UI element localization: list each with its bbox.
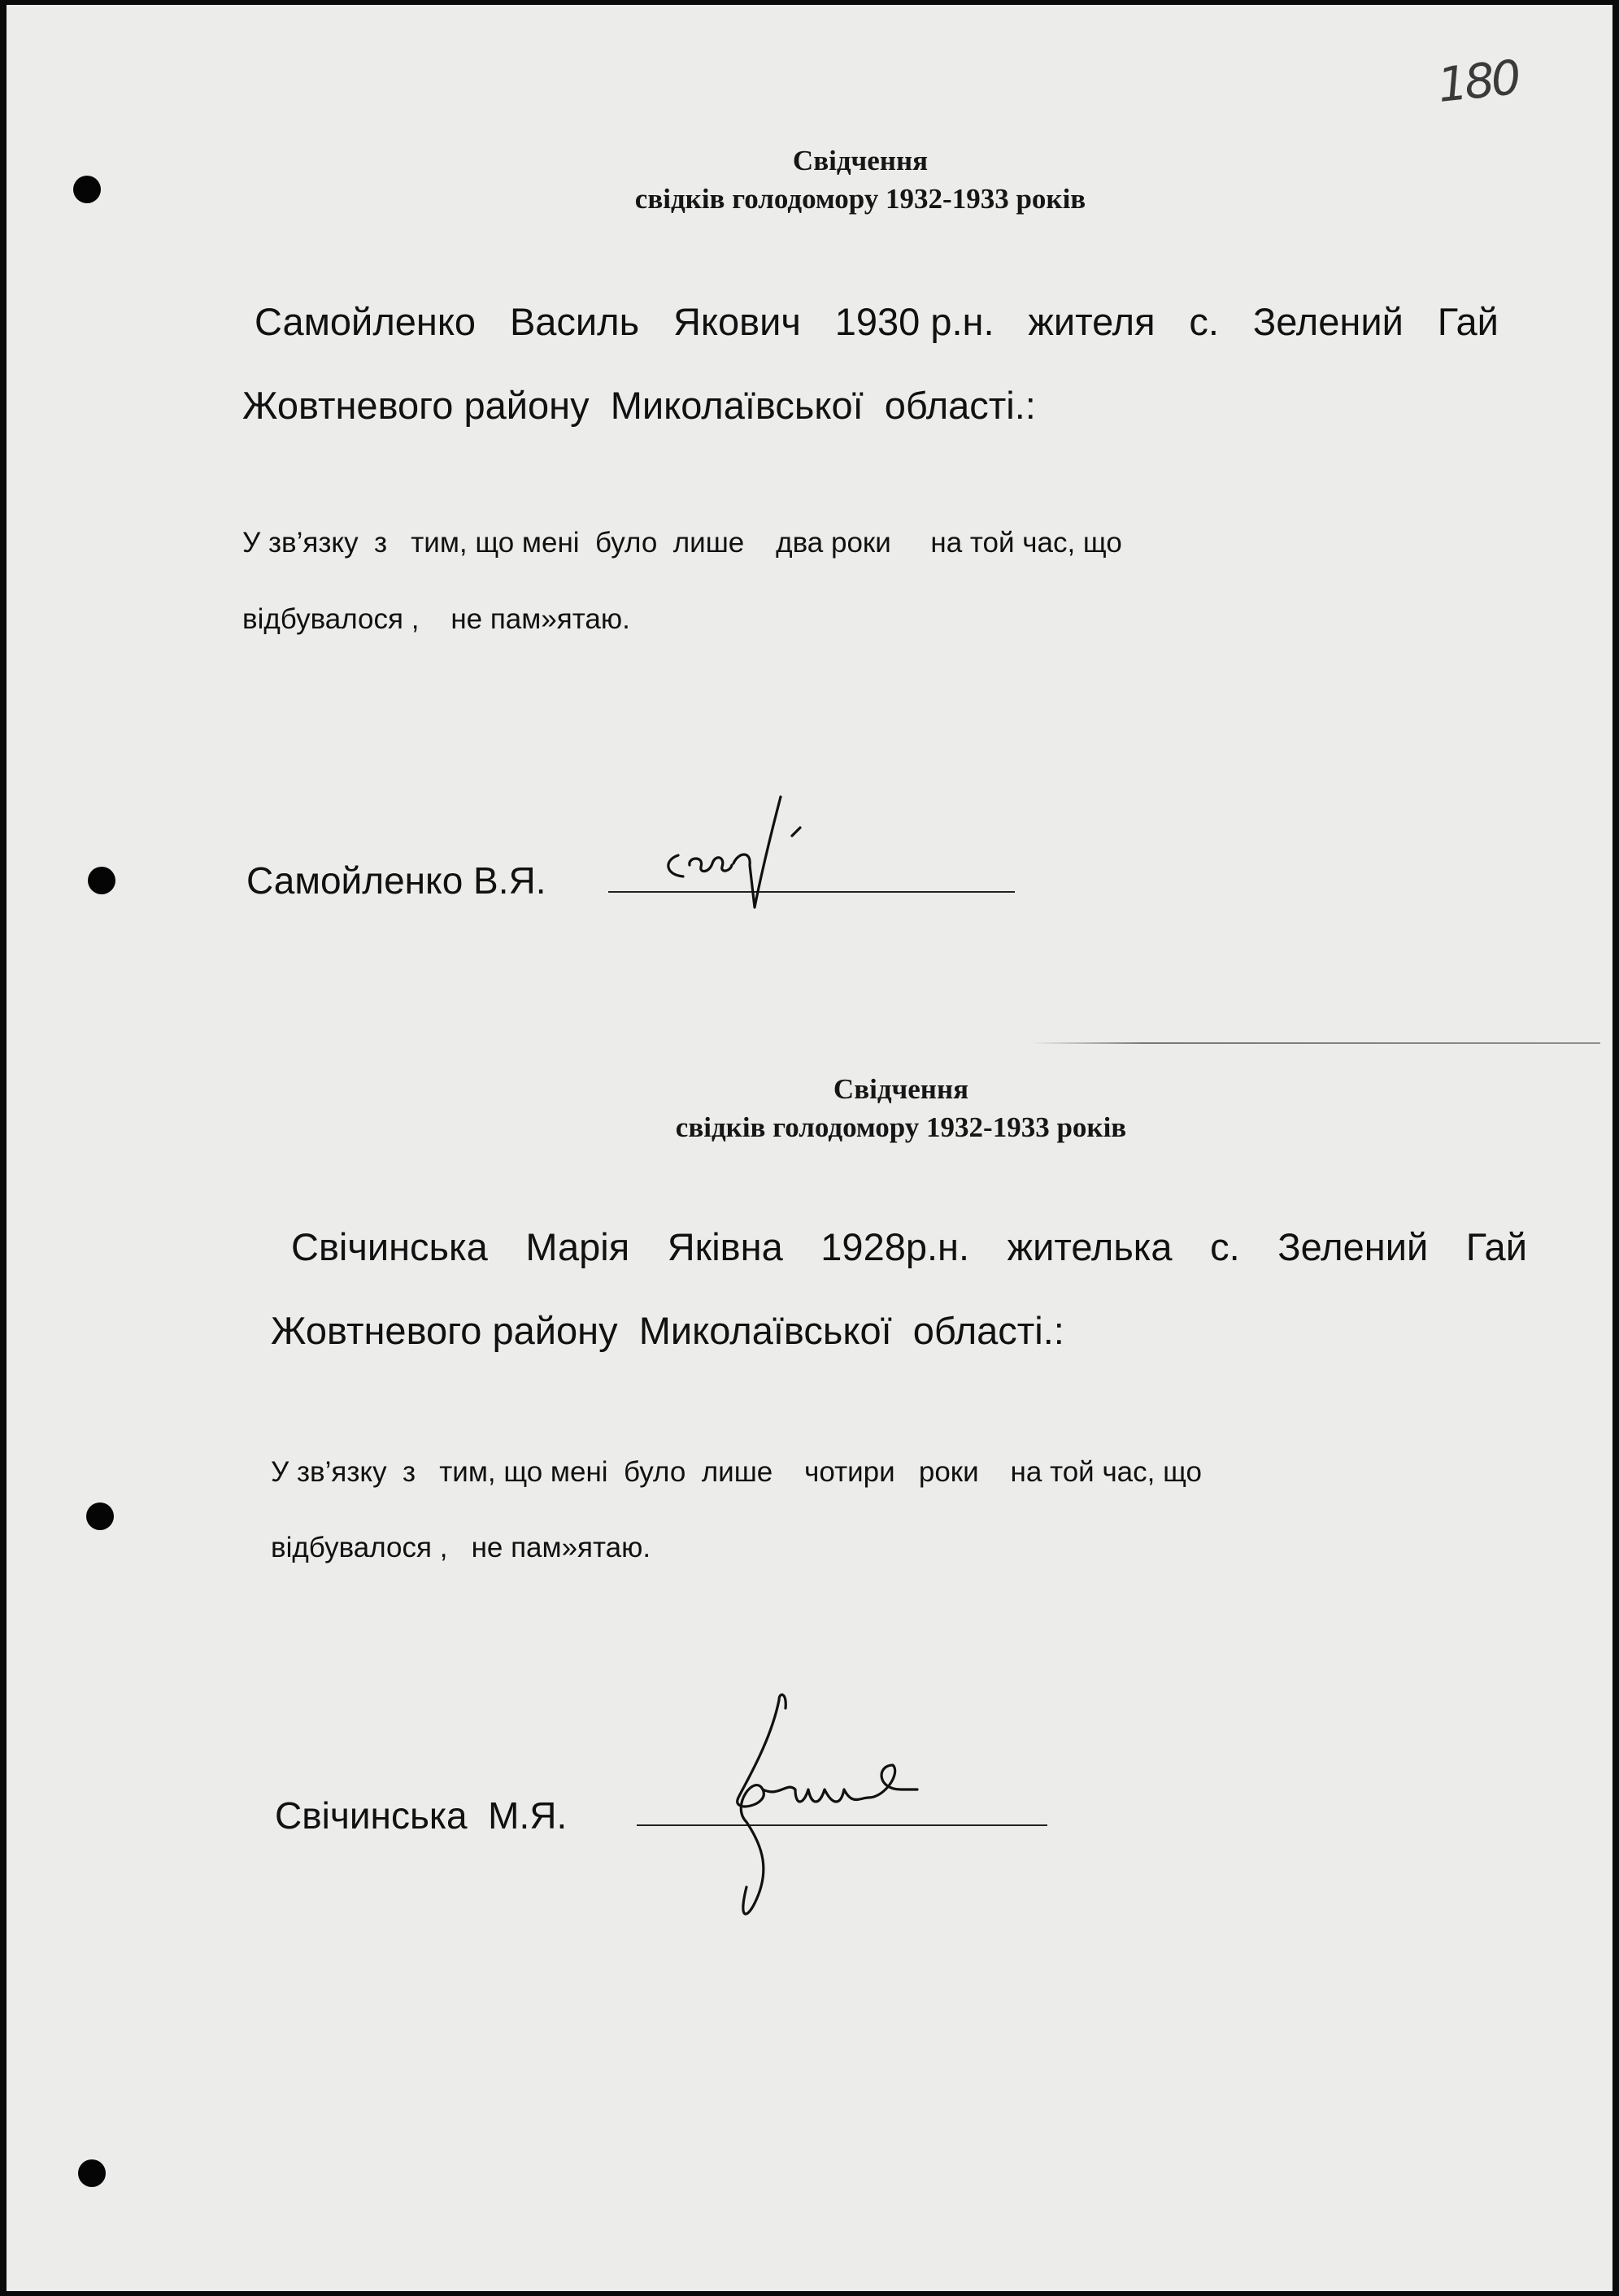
- testimony1-memory-line2: відбувалося , не пам»ятаю.: [242, 603, 630, 635]
- intro-word: с.: [1210, 1225, 1240, 1268]
- intro-word: Марія: [525, 1225, 630, 1268]
- intro-word: 1930 р.н.: [834, 300, 994, 343]
- testimony1-heading: Свідчення: [792, 145, 929, 176]
- testimony2-intro-line2: Жовтневого району Миколаївської області.:: [271, 1309, 1064, 1352]
- intro-word: Яківна: [667, 1225, 783, 1268]
- intro-word: Свічинська: [291, 1225, 488, 1268]
- testimony2-subheading: свідків голодомору 1932-1933 років: [675, 1111, 1127, 1144]
- intro-word: Гай: [1437, 300, 1499, 343]
- testimony2-memory-line1: У зв’язку з тим, що мені було лише чотири роки на той час, що: [271, 1456, 1202, 1488]
- separator-line: [1031, 1042, 1600, 1044]
- intro-word: Гай: [1465, 1225, 1527, 1268]
- testimony2-heading: Свідчення: [833, 1073, 969, 1105]
- document-page: [7, 5, 1612, 2291]
- intro-word: Василь: [509, 300, 640, 343]
- punch-hole: [73, 176, 101, 203]
- handwritten-page-number: 180: [1434, 50, 1521, 113]
- intro-word: Самойленко: [255, 300, 477, 343]
- testimony2-intro-line1: [291, 1224, 1527, 1269]
- intro-word: жителька: [1007, 1225, 1173, 1268]
- testimony1-subheading: свідків голодомору 1932-1933 років: [634, 183, 1086, 215]
- testimony2-memory-line2: відбувалося , не пам»ятаю.: [271, 1532, 651, 1563]
- intro-word: с.: [1189, 300, 1219, 343]
- testimony1-heading-block: [535, 141, 1186, 219]
- punch-hole: [88, 867, 115, 894]
- punch-hole: [86, 1502, 114, 1530]
- intro-word: жителя: [1028, 300, 1155, 343]
- intro-word: Зелений: [1277, 1225, 1429, 1268]
- testimony2-signatory: Свічинська М.Я.: [275, 1794, 568, 1837]
- testimony1-intro-line2: Жовтневого району Миколаївської області.:: [242, 384, 1036, 427]
- signature-mark: [641, 785, 852, 924]
- testimony2-heading-block: [576, 1070, 1226, 1147]
- intro-word: 1928р.н.: [820, 1225, 970, 1268]
- intro-word: Зелений: [1252, 300, 1404, 343]
- testimony1-memory-line1: У зв’язку з тим, що мені було лише два роки на той час, що: [242, 527, 1122, 559]
- testimony1-signatory: Самойленко В.Я.: [246, 859, 546, 902]
- testimony1-intro-line1: [255, 299, 1499, 344]
- punch-hole: [78, 2159, 106, 2187]
- intro-word: Якович: [672, 300, 801, 343]
- signature-mark: [673, 1676, 1015, 1952]
